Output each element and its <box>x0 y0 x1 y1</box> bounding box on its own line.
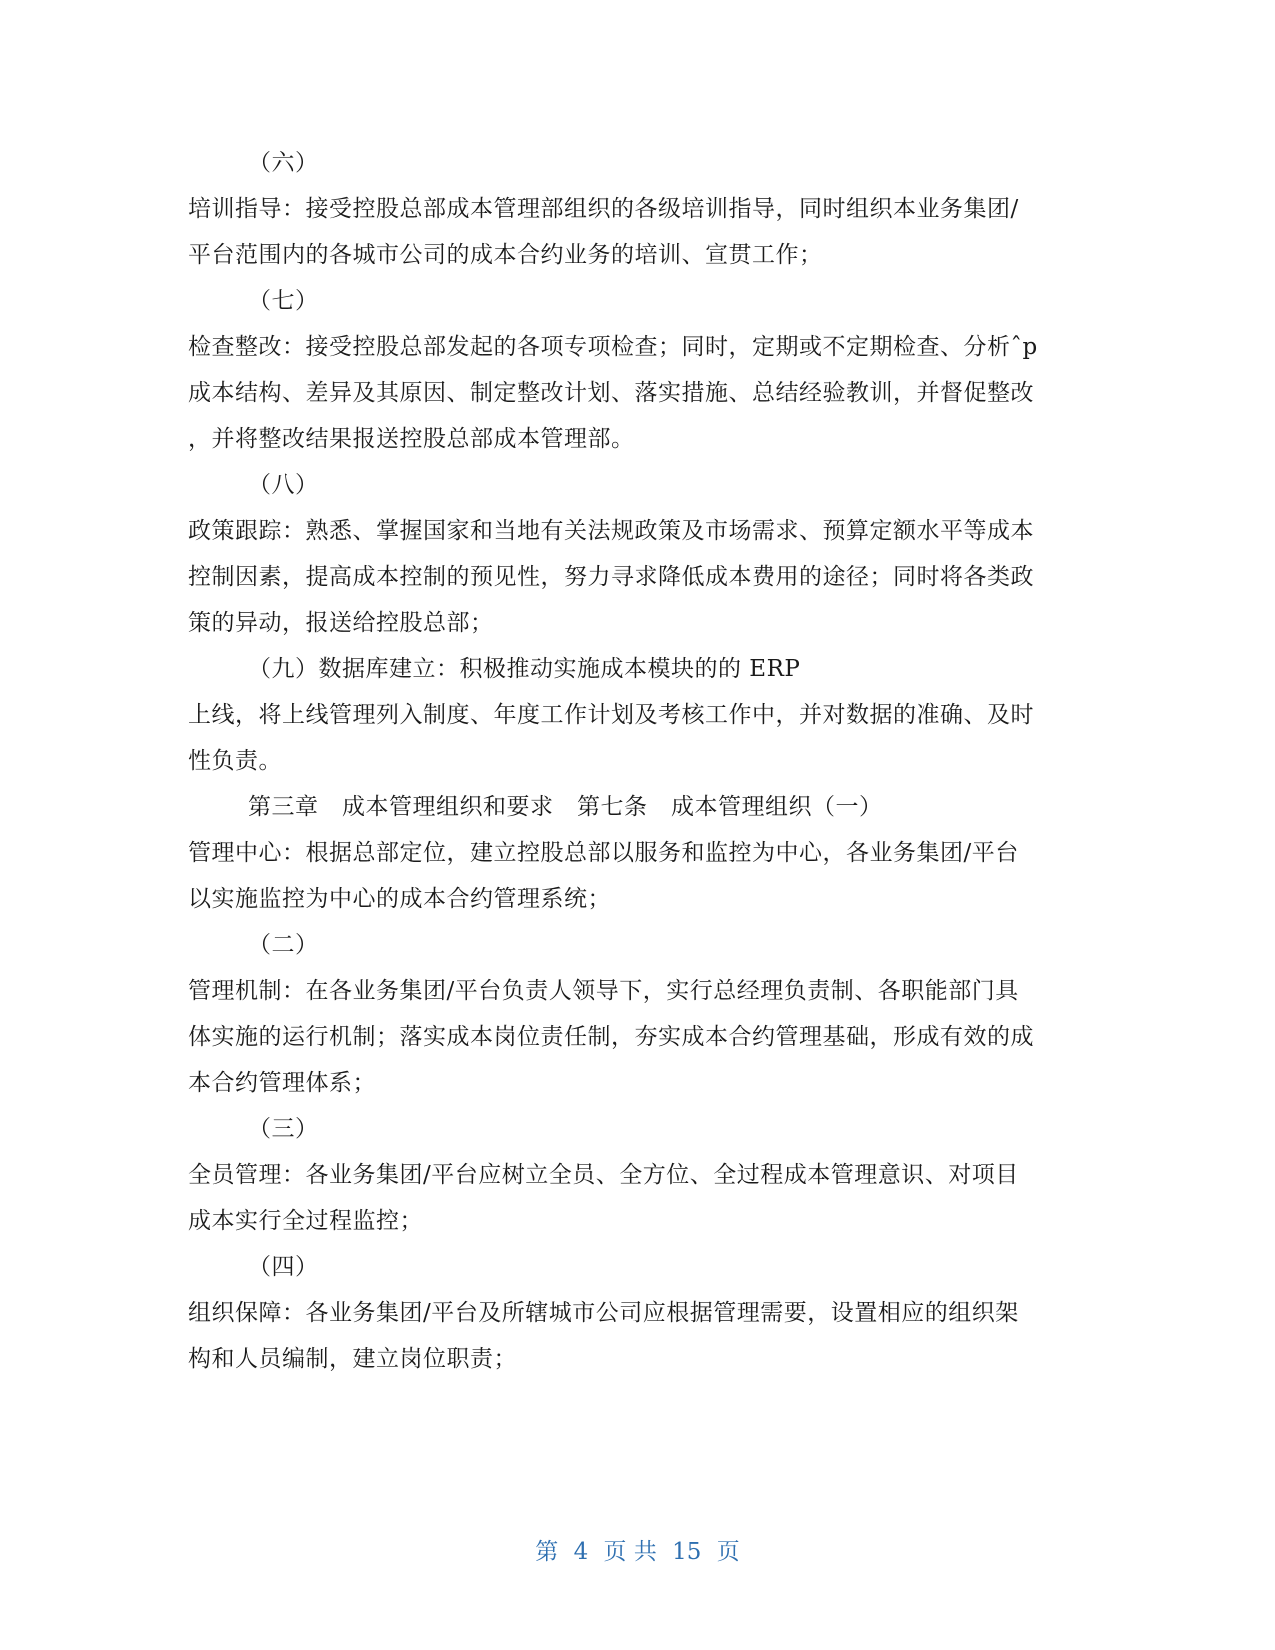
list-marker-eight: （八） <box>248 472 319 498</box>
list-marker-four: （四） <box>248 1254 319 1280</box>
current-page-number: 4 <box>573 1539 589 1565</box>
paragraph-line: ，并将整改结果报送控股总部成本管理部。 <box>188 426 635 452</box>
list-marker-three: （三） <box>248 1116 319 1142</box>
list-marker-seven: （七） <box>248 288 319 314</box>
paragraph-line: 上线，将上线管理列入制度、年度工作计划及考核工作中，并对数据的准确、及时 <box>188 702 1034 728</box>
paragraph-line: 控制因素，提高成本控制的预见性，努力寻求降低成本费用的途径；同时将各类政 <box>188 564 1034 590</box>
list-item-nine: （九）数据库建立：积极推动实施成本模块的的 ERP <box>248 656 801 682</box>
paragraph-line: 成本实行全过程监控； <box>188 1208 423 1234</box>
footer-middle: 页 共 <box>603 1539 657 1565</box>
total-page-count: 15 <box>672 1539 702 1565</box>
footer-prefix: 第 <box>535 1539 559 1565</box>
paragraph-line: 性负责。 <box>188 748 282 774</box>
chapter-heading: 第三章 成本管理组织和要求 第七条 成本管理组织（一） <box>248 794 883 820</box>
paragraph-line: 政策跟踪：熟悉、掌握国家和当地有关法规政策及市场需求、预算定额水平等成本 <box>188 518 1034 544</box>
paragraph-line: 检查整改：接受控股总部发起的各项专项检查；同时，定期或不定期检查、分析ˆp <box>188 334 1038 360</box>
paragraph-line: 平台范围内的各城市公司的成本合约业务的培训、宣贯工作； <box>188 242 823 268</box>
page-footer <box>0 1537 1275 1567</box>
paragraph-line: 体实施的运行机制；落实成本岗位责任制，夯实成本合约管理基础，形成有效的成 <box>188 1024 1034 1050</box>
paragraph-line: 管理机制：在各业务集团/平台负责人领导下，实行总经理负责制、各职能部门具 <box>188 978 1019 1004</box>
paragraph-line: 策的异动，报送给控股总部； <box>188 610 494 636</box>
paragraph-line: 成本结构、差异及其原因、制定整改计划、落实措施、总结经验教训，并督促整改 <box>188 380 1034 406</box>
paragraph-line: 管理中心：根据总部定位，建立控股总部以服务和监控为中心，各业务集团/平台 <box>188 840 1019 866</box>
paragraph-line: 全员管理：各业务集团/平台应树立全员、全方位、全过程成本管理意识、对项目 <box>188 1162 1019 1188</box>
footer-suffix: 页 <box>716 1539 740 1565</box>
paragraph-line: 本合约管理体系； <box>188 1070 376 1096</box>
list-marker-six: （六） <box>248 150 319 176</box>
list-marker-two: （二） <box>248 932 319 958</box>
paragraph-line: 以实施监控为中心的成本合约管理系统； <box>188 886 611 912</box>
paragraph-line: 组织保障：各业务集团/平台及所辖城市公司应根据管理需要，设置相应的组织架 <box>188 1300 1019 1326</box>
paragraph-line: 构和人员编制，建立岗位职责； <box>188 1346 517 1372</box>
paragraph-line: 培训指导：接受控股总部成本管理部组织的各级培训指导，同时组织本业务集团/ <box>188 196 1019 222</box>
